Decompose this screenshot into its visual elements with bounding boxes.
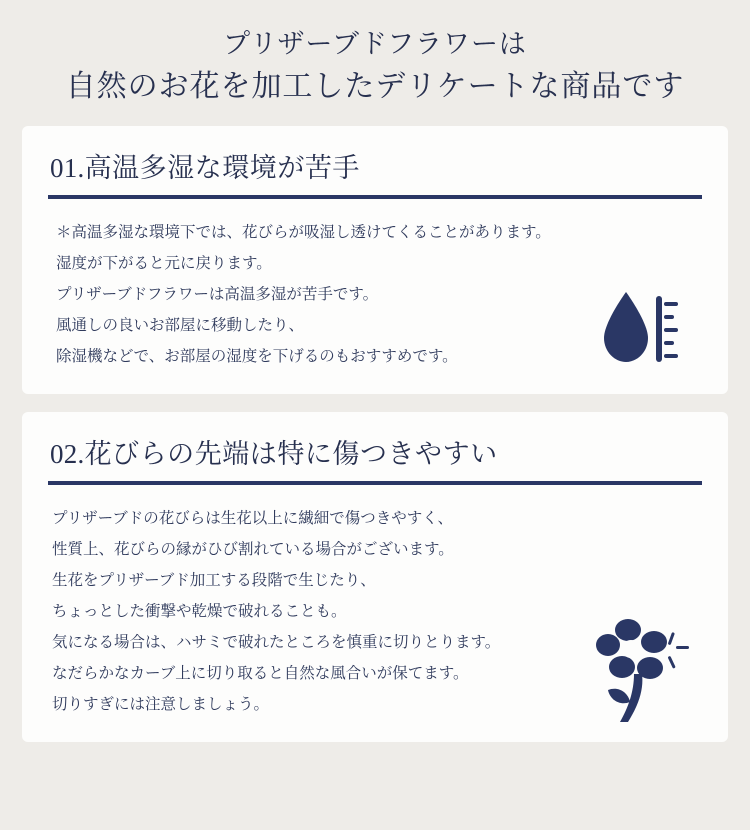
- section-card-02: [22, 412, 728, 742]
- section-number-02: 02.: [50, 439, 85, 469]
- body-line: なだらかなカーブ上に切り取ると自然な風合いが保てます。: [52, 665, 469, 682]
- section-number-01: 01.: [50, 153, 85, 183]
- body-line: ちょっとした衝撃や乾燥で破れることも。: [52, 603, 347, 620]
- section-title-01: [48, 144, 702, 199]
- body-line: ＊高温多湿な環境下では、花びらが吸湿し透けてくることがあります。: [56, 224, 551, 241]
- headline-line-2: 自然のお花を加工したデリケートな商品です: [65, 69, 685, 103]
- body-line: 湿度が下がると元に戻ります。: [56, 255, 272, 272]
- body-line: プリザーブドの花びらは生花以上に繊細で傷つきやすく、: [52, 510, 453, 527]
- page-title: [22, 0, 728, 108]
- body-line: 生花をプリザーブド加工する段階で生じたり、: [52, 572, 376, 589]
- body-line: 切りすぎには注意しましょう。: [52, 696, 270, 713]
- section-heading-02: 花びらの先端は特に傷つきやすい: [84, 439, 498, 469]
- body-line: 性質上、花びらの縁がひび割れている場合がございます。: [52, 541, 454, 558]
- section-body-02: [48, 503, 702, 720]
- section-heading-01: 高温多湿な環境が苦手: [84, 153, 360, 183]
- section-body-01: [48, 217, 702, 372]
- body-line: プリザーブドフラワーは高温多湿が苦手です。: [56, 286, 379, 303]
- body-line: 風通しの良いお部屋に移動したり、: [56, 317, 305, 334]
- headline-line-1: プリザーブドフラワーは: [223, 29, 527, 59]
- section-card-01: [22, 126, 728, 394]
- body-line: 除湿機などで、お部屋の湿度を下げるのもおすすめです。: [56, 348, 458, 365]
- section-title-02: [48, 430, 702, 485]
- body-line: 気になる場合は、ハサミで破れたところを慎重に切りとります。: [52, 634, 501, 651]
